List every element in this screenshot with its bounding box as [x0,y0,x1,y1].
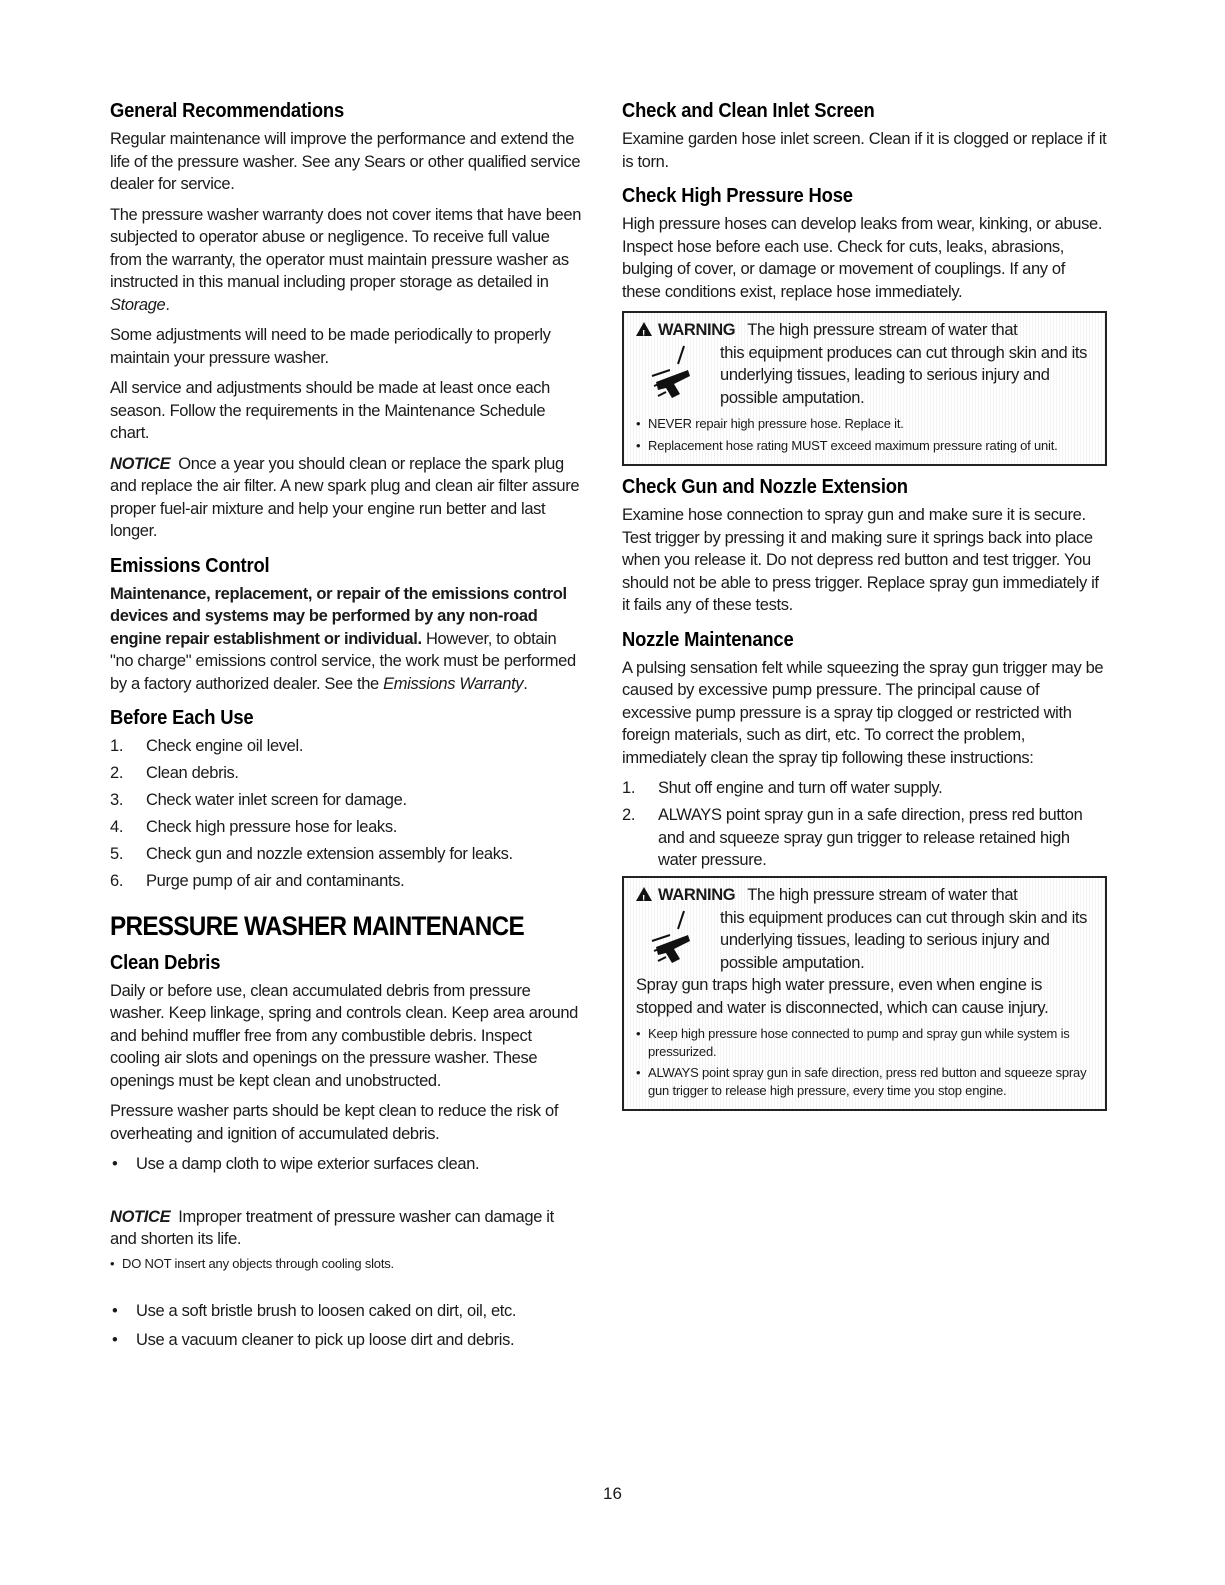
notice-text: Once a year you should clean or replace the spark plug and replace the air filter. A new spark plug and clean air filter assure proper fuel-air mixture and help your engine run better and last longer. [110,454,580,540]
bullet-text: Use a damp cloth to wipe exterior surfaces clean. [136,1155,480,1173]
emissions-control-heading: Emissions Control [110,554,270,577]
warning-word: WARNING [658,321,736,339]
gun-nozzle-p1: Examine hose connection to spray gun and make sure it is secure. Test trigger by pressing it and making sure it springs back into place when you release it. Do not depress red button and test trigger. You should not be able to press trigger. Replace spray gun immediately if it fails any of these tests. [622,506,1099,614]
step-number: 6. [110,872,124,890]
notice-label: NOTICE [110,1207,171,1226]
step-text: Shut off engine and turn off water supply. [658,779,943,797]
step-text: Check engine oil level. [146,737,304,755]
warning-body [636,342,1095,410]
bullet-icon: • [636,416,641,431]
nozzle-maintenance-section [622,629,1107,872]
bullet-icon: • [636,1065,641,1080]
inlet-screen-heading: Check and Clean Inlet Screen [622,100,875,122]
right-column [622,100,1107,1121]
bullet-text: Use a vacuum cleaner to pick up loose dirt and debris. [136,1330,515,1349]
clean-debris-heading: Clean Debris [110,951,221,974]
list-item [110,870,582,893]
emissions-text: However, to obtain "no charge" emissions control service, the work must be performed by a factory authorized dealer. See the [110,629,576,693]
step-text: Purge pump of air and contaminants. [146,872,405,890]
list-item [110,789,582,812]
high-pressure-hose-heading: Check High Pressure Hose [622,185,853,207]
general-notice [110,453,582,543]
general-p4: All service and adjustments should be made at least once each season. Follow the requirements in the Maintenance Schedule chart. [110,379,551,442]
bullet-icon: • [636,1026,641,1041]
spray-injury-icon [644,342,714,408]
list-item [110,843,582,866]
warning-bullets [636,415,1095,454]
bullet-text: Keep high pressure hose connected to pump and spray gun while system is pressurized. [648,1026,1070,1059]
emissions-warranty-reference: Emissions Warranty [383,674,524,693]
step-number: 4. [110,818,124,836]
list-item [110,735,582,758]
general-p2-text: The pressure washer warranty does not cover items that have been subjected to operator abuse or negligence. To receive full value from the warranty, the operator must maintain pressure washer as instructed in this manual including proper storage as detailed in [110,205,582,291]
clean-debris-section [110,952,582,1352]
inlet-screen-section [622,100,1107,173]
warning-lead-text: The high pressure stream of water that [747,321,1018,339]
warning-header [636,884,1095,907]
step-number: 1. [622,779,636,797]
before-each-use-list [110,735,582,893]
list-item [110,1300,582,1323]
bullet-icon: • [112,1302,118,1320]
warning-text: this equipment produces can cut through skin and its underlying tissues, leading to serious injury and possible amputation. [720,343,1088,407]
bullet-text: DO NOT insert any objects through cooling slots. [122,1255,394,1271]
inlet-screen-p1: Examine garden hose inlet screen. Clean if it is clogged or replace if it is torn. [622,130,1107,171]
high-pressure-hose-section [622,185,1107,303]
notice-label: NOTICE [110,454,171,473]
notice-text: Improper treatment of pressure washer can damage it and shorten its life. [110,1207,554,1248]
warning-box-spray-gun [622,876,1107,1111]
warning-box-hose [622,311,1107,466]
warning-text: this equipment produces can cut through skin and its underlying tissues, leading to serious injury and possible amputation. [720,908,1088,972]
general-recommendations-section [110,100,582,543]
step-text: Check water inlet screen for damage. [146,791,407,809]
warning-triangle-icon [636,322,652,336]
bullet-icon: • [636,437,641,453]
bullet-icon: • [112,1330,118,1349]
step-number: 5. [110,845,124,863]
storage-reference: Storage [110,295,166,314]
nozzle-steps-list [622,777,1107,872]
general-p3: Some adjustments will need to be made periodically to properly maintain your pressure washer. [110,326,551,367]
high-pressure-hose-p1: High pressure hoses can develop leaks from wear, kinking, or abuse. Inspect hose before each use. Check for cuts, leaks, abrasions, bulging of cover, or damage or movement of couplings. If any of these conditions exist, replace hose immediately. [622,215,1103,301]
step-text: Clean debris. [146,764,239,782]
nozzle-maintenance-heading: Nozzle Maintenance [622,628,794,651]
step-number: 2. [110,764,124,782]
bullet-icon: • [110,1255,115,1271]
list-item [110,762,582,785]
emissions-paragraph [110,583,582,696]
left-column [110,100,582,1363]
step-text: Check high pressure hose for leaks. [146,818,397,836]
page-number: 16 [603,1484,622,1503]
list-item [636,415,1095,433]
list-item [110,1329,582,1352]
emissions-end: . [523,674,528,693]
list-item [110,1153,582,1176]
before-each-use-heading: Before Each Use [110,707,254,729]
spray-injury-icon [644,907,714,973]
general-recommendations-heading: General Recommendations [110,100,345,122]
general-p2 [110,204,582,317]
step-number: 2. [622,806,636,824]
list-item [622,777,1107,800]
clean-debris-p1: Daily or before use, clean accumulated debris from pressure washer. Keep linkage, spring and controls clean. Keep area around and behind muffler free from any combustible debris. Inspect cooling air slots and openings on the pressure washer. These openings must be kept clean and unobstructed. [110,981,578,1090]
bullet-text: Replacement hose rating MUST exceed maximum pressure rating of unit. [648,437,1058,453]
warning-bullets [636,1025,1095,1099]
bullet-text: Use a soft bristle brush to loosen caked on dirt, oil, etc. [136,1302,517,1320]
list-item [110,816,582,839]
general-p1: Regular maintenance will improve the performance and extend the life of the pressure washer. See any Sears or other qualified service dealer for service. [110,130,581,193]
warning-header [636,319,1095,342]
warning-word: WARNING [658,886,736,904]
gun-nozzle-section [622,476,1107,617]
emissions-control-section [110,555,582,696]
list-item [636,1025,1095,1060]
clean-debris-bullets-2 [110,1300,582,1351]
list-item [636,437,1095,455]
step-text: Check gun and nozzle extension assembly for leaks. [146,845,513,863]
nozzle-maintenance-p1: A pulsing sensation felt while squeezing the spray gun trigger may be caused by excessive pump pressure. The principal cause of excessive pump pressure is a spray tip clogged or restricted with foreign materials, such as dirt, etc. To correct the problem, immediately clean the spray tip following these instructions: [622,658,1104,767]
clean-debris-bullets-1 [110,1153,582,1176]
gun-nozzle-heading: Check Gun and Nozzle Extension [622,476,908,498]
bullet-icon: • [112,1155,118,1173]
list-item [636,1064,1095,1099]
clean-debris-p2: Pressure washer parts should be kept clean to reduce the risk of overheating and ignition of accumulated debris. [110,1102,559,1143]
list-item [110,1255,582,1273]
list-item [622,804,1107,872]
before-each-use-section [110,707,582,893]
clean-debris-notice [110,1206,582,1251]
step-text: ALWAYS point spray gun in a safe direction, press red button and and squeeze spray gun trigger to release retained high water pressure. [658,806,1083,869]
step-number: 3. [110,791,124,809]
warning-body [636,907,1095,975]
bullet-text: NEVER repair high pressure hose. Replace it. [648,416,904,431]
general-p2-end: . [165,295,170,314]
pressure-washer-maintenance-heading: PRESSURE WASHER MAINTENANCE [110,910,524,941]
bullet-text: ALWAYS point spray gun in safe direction, press red button and squeeze spray gun trigger to release high pressure, every time you stop engine. [648,1065,1087,1098]
step-number: 1. [110,737,124,755]
notice-bullets [110,1255,582,1273]
warning-lead-text: The high pressure stream of water that [747,886,1018,904]
emissions-bold-text: Maintenance, replacement, or repair of the emissions control devices and systems may be performed by any non-road engine repair establishment or individual. [110,584,567,648]
warning-extra-text: Spray gun traps high water pressure, even when engine is stopped and water is disconnected, which can cause injury. [636,976,1049,1017]
warning-triangle-icon [636,887,652,901]
